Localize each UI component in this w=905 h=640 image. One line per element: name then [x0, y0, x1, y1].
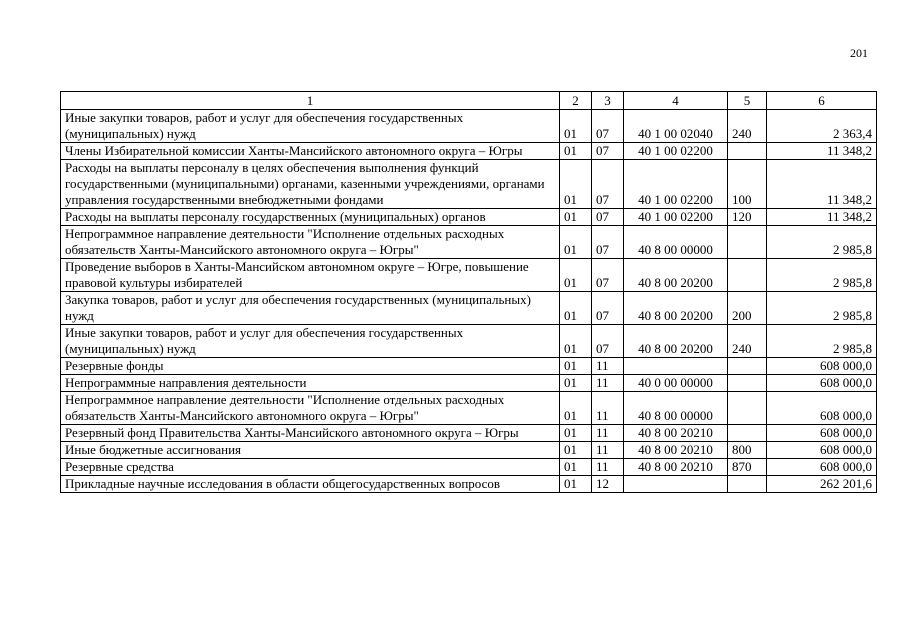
table-row	[61, 110, 877, 143]
table-row	[61, 392, 877, 425]
row-name: Непрограммное направление деятельности "Исполнение отдельных расходных обязательств Ханты-Мансийского автономного округа – Югры"	[61, 392, 560, 425]
row-subsection: 11	[592, 459, 624, 476]
table-row	[61, 325, 877, 358]
row-expense-type: 100	[728, 160, 767, 209]
row-name: Члены Избирательной комиссии Ханты-Мансийского автономного округа – Югры	[61, 143, 560, 160]
row-subsection: 07	[592, 292, 624, 325]
table-row	[61, 358, 877, 375]
row-amount: 608 000,0	[767, 375, 877, 392]
row-section: 01	[560, 459, 592, 476]
row-name: Непрограммные направления деятельности	[61, 375, 560, 392]
row-section: 01	[560, 160, 592, 209]
table-row	[61, 425, 877, 442]
row-subsection: 11	[592, 425, 624, 442]
row-name: Резервные средства	[61, 459, 560, 476]
table-row	[61, 143, 877, 160]
header-cell: 1	[61, 92, 560, 110]
row-target-article: 40 8 00 20200	[624, 325, 728, 358]
row-target-article: 40 1 00 02200	[624, 209, 728, 226]
row-section: 01	[560, 375, 592, 392]
row-subsection: 12	[592, 476, 624, 493]
table-row	[61, 459, 877, 476]
row-target-article: 40 1 00 02040	[624, 110, 728, 143]
header-cell: 4	[624, 92, 728, 110]
row-amount: 608 000,0	[767, 442, 877, 459]
row-section: 01	[560, 442, 592, 459]
row-amount: 2 985,8	[767, 226, 877, 259]
row-target-article: 40 8 00 20210	[624, 459, 728, 476]
row-target-article: 40 0 00 00000	[624, 375, 728, 392]
row-target-article: 40 8 00 20210	[624, 442, 728, 459]
header-row	[61, 92, 877, 110]
row-expense-type: 120	[728, 209, 767, 226]
row-name: Проведение выборов в Ханты-Мансийском автономном округе – Югре, повышение правовой культуры избирателей	[61, 259, 560, 292]
row-amount: 11 348,2	[767, 143, 877, 160]
row-subsection: 07	[592, 209, 624, 226]
row-section: 01	[560, 209, 592, 226]
row-expense-type	[728, 358, 767, 375]
row-name: Расходы на выплаты персоналу в целях обеспечения выполнения функций государственными (муниципальными) органами, казенными учреждениями, органами управления государственными внебюджетными фондами	[61, 160, 560, 209]
row-name: Закупка товаров, работ и услуг для обеспечения государственных (муниципальных) нужд	[61, 292, 560, 325]
row-expense-type: 240	[728, 325, 767, 358]
row-target-article: 40 1 00 02200	[624, 160, 728, 209]
row-subsection: 07	[592, 259, 624, 292]
row-name: Иные бюджетные ассигнования	[61, 442, 560, 459]
row-name: Иные закупки товаров, работ и услуг для обеспечения государственных (муниципальных) нужд	[61, 110, 560, 143]
row-target-article: 40 8 00 00000	[624, 392, 728, 425]
row-name: Резервный фонд Правительства Ханты-Мансийского автономного округа – Югры	[61, 425, 560, 442]
table-row	[61, 442, 877, 459]
row-expense-type	[728, 425, 767, 442]
row-amount: 608 000,0	[767, 358, 877, 375]
row-expense-type	[728, 392, 767, 425]
row-target-article: 40 8 00 20210	[624, 425, 728, 442]
row-subsection: 07	[592, 143, 624, 160]
row-expense-type	[728, 143, 767, 160]
header-cell: 2	[560, 92, 592, 110]
table-row	[61, 209, 877, 226]
row-subsection: 11	[592, 358, 624, 375]
row-amount: 2 985,8	[767, 259, 877, 292]
row-section: 01	[560, 259, 592, 292]
row-amount: 11 348,2	[767, 160, 877, 209]
row-subsection: 07	[592, 325, 624, 358]
page-number: 201	[850, 46, 868, 60]
row-expense-type	[728, 375, 767, 392]
row-section: 01	[560, 143, 592, 160]
row-expense-type: 870	[728, 459, 767, 476]
row-section: 01	[560, 292, 592, 325]
table-row	[61, 476, 877, 493]
row-target-article: 40 1 00 02200	[624, 143, 728, 160]
row-subsection: 07	[592, 160, 624, 209]
row-amount: 2 985,8	[767, 325, 877, 358]
row-target-article: 40 8 00 00000	[624, 226, 728, 259]
row-name: Расходы на выплаты персоналу государственных (муниципальных) органов	[61, 209, 560, 226]
header-cell: 6	[767, 92, 877, 110]
row-expense-type	[728, 226, 767, 259]
row-section: 01	[560, 425, 592, 442]
table-row	[61, 375, 877, 392]
header-cell: 5	[728, 92, 767, 110]
row-section: 01	[560, 358, 592, 375]
row-section: 01	[560, 476, 592, 493]
header-cell: 3	[592, 92, 624, 110]
row-name: Непрограммное направление деятельности "Исполнение отдельных расходных обязательств Ханты-Мансийского автономного округа – Югры"	[61, 226, 560, 259]
row-section: 01	[560, 226, 592, 259]
table-row	[61, 160, 877, 209]
row-name: Прикладные научные исследования в области общегосударственных вопросов	[61, 476, 560, 493]
row-subsection: 07	[592, 226, 624, 259]
row-amount: 608 000,0	[767, 459, 877, 476]
row-target-article	[624, 358, 728, 375]
row-amount: 608 000,0	[767, 425, 877, 442]
row-expense-type: 240	[728, 110, 767, 143]
row-section: 01	[560, 392, 592, 425]
row-target-article: 40 8 00 20200	[624, 292, 728, 325]
row-section: 01	[560, 110, 592, 143]
row-amount: 11 348,2	[767, 209, 877, 226]
row-expense-type	[728, 259, 767, 292]
row-amount: 262 201,6	[767, 476, 877, 493]
row-name: Резервные фонды	[61, 358, 560, 375]
row-amount: 608 000,0	[767, 392, 877, 425]
row-expense-type: 800	[728, 442, 767, 459]
row-expense-type	[728, 476, 767, 493]
row-subsection: 07	[592, 110, 624, 143]
row-subsection: 11	[592, 392, 624, 425]
row-section: 01	[560, 325, 592, 358]
row-amount: 2 985,8	[767, 292, 877, 325]
row-subsection: 11	[592, 442, 624, 459]
table-row	[61, 259, 877, 292]
budget-table	[60, 91, 877, 493]
row-subsection: 11	[592, 375, 624, 392]
table-row	[61, 292, 877, 325]
table-body	[61, 110, 877, 493]
row-target-article: 40 8 00 20200	[624, 259, 728, 292]
table-row	[61, 226, 877, 259]
row-expense-type: 200	[728, 292, 767, 325]
row-target-article	[624, 476, 728, 493]
row-name: Иные закупки товаров, работ и услуг для обеспечения государственных (муниципальных) нужд	[61, 325, 560, 358]
row-amount: 2 363,4	[767, 110, 877, 143]
